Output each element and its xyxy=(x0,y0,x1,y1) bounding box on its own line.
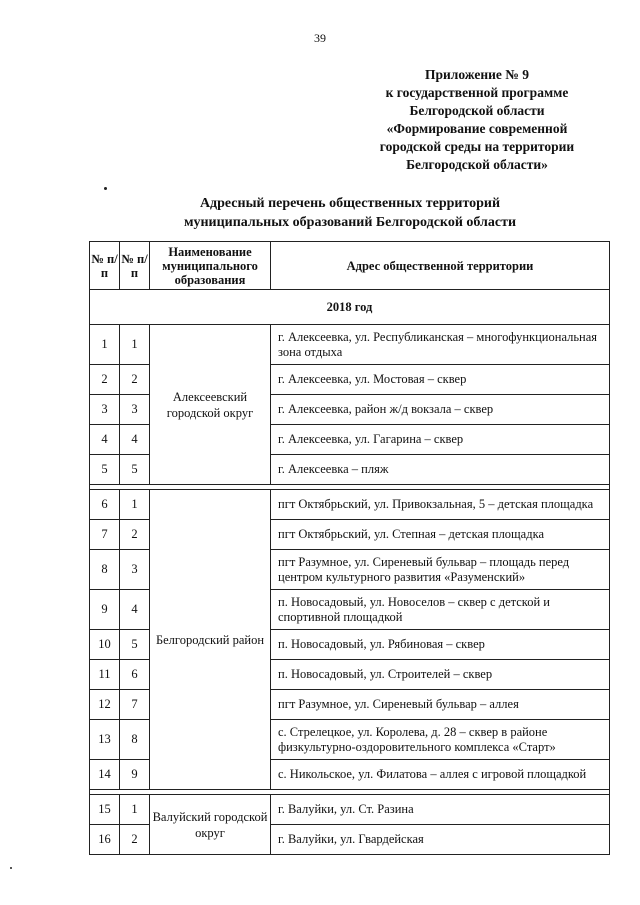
row-number: 11 xyxy=(90,660,120,690)
row-number: 8 xyxy=(90,550,120,590)
row-number-in-group: 2 xyxy=(120,365,150,395)
row-number-in-group: 1 xyxy=(120,325,150,365)
table-row xyxy=(90,325,610,365)
address-cell: г. Алексеевка, ул. Мостовая – сквер xyxy=(271,365,610,395)
address-cell: п. Новосадовый, ул. Строителей – сквер xyxy=(271,660,610,690)
row-number-in-group: 3 xyxy=(120,550,150,590)
address-cell: пгт Разумное, ул. Сиреневый бульвар – аллея xyxy=(271,690,610,720)
address-cell: г. Валуйки, ул. Гвардейская xyxy=(271,825,610,855)
appendix-line: «Формирование современной xyxy=(386,121,568,136)
row-number-in-group: 6 xyxy=(120,660,150,690)
address-cell: пгт Разумное, ул. Сиреневый бульвар – площадь перед центром культурного развития «Разуменский» xyxy=(271,550,610,590)
row-number: 15 xyxy=(90,795,120,825)
header-num1: № п/п xyxy=(90,242,120,290)
row-number: 10 xyxy=(90,630,120,660)
address-table xyxy=(89,241,610,855)
row-number: 9 xyxy=(90,590,120,630)
table-row xyxy=(90,795,610,825)
document-title xyxy=(0,194,640,232)
address-cell: с. Стрелецкое, ул. Королева, д. 28 – сквер в районе физкультурно-оздоровительного комплекса «Старт» xyxy=(271,720,610,760)
page-number: 39 xyxy=(314,31,326,45)
row-number-in-group: 3 xyxy=(120,395,150,425)
municipality-name: Алексеевский городской округ xyxy=(150,325,271,485)
row-number-in-group: 4 xyxy=(120,590,150,630)
address-cell: п. Новосадовый, ул. Рябиновая – сквер xyxy=(271,630,610,660)
address-cell: п. Новосадовый, ул. Новоселов – сквер с детской и спортивной площадкой xyxy=(271,590,610,630)
address-cell: г. Алексеевка, ул. Гагарина – сквер xyxy=(271,425,610,455)
year-row xyxy=(90,290,610,325)
address-cell: г. Валуйки, ул. Ст. Разина xyxy=(271,795,610,825)
row-number-in-group: 1 xyxy=(120,490,150,520)
appendix-line: городской среды на территории xyxy=(379,139,575,154)
year-label: 2018 год xyxy=(90,290,610,325)
row-number: 13 xyxy=(90,720,120,760)
address-cell: г. Алексеевка, ул. Республиканская – многофункциональная зона отдыха xyxy=(271,325,610,365)
table-body xyxy=(90,290,610,855)
row-number-in-group: 9 xyxy=(120,760,150,790)
scan-speck xyxy=(10,867,12,869)
title-line: Адресный перечень общественных территорий xyxy=(199,196,501,211)
row-number-in-group: 7 xyxy=(120,690,150,720)
row-number-in-group: 1 xyxy=(120,795,150,825)
row-number: 12 xyxy=(90,690,120,720)
address-cell: с. Никольское, ул. Филатова – аллея с игровой площадкой xyxy=(271,760,610,790)
appendix-line: Белгородской области» xyxy=(406,157,548,172)
appendix-line: Белгородской области xyxy=(409,103,545,118)
header-num2: № п/п xyxy=(120,242,150,290)
row-number: 2 xyxy=(90,365,120,395)
table-header-row xyxy=(90,242,610,290)
row-number-in-group: 4 xyxy=(120,425,150,455)
table-row xyxy=(90,490,610,520)
row-number: 5 xyxy=(90,455,120,485)
appendix-heading xyxy=(362,66,592,174)
address-cell: г. Алексеевка, район ж/д вокзала – сквер xyxy=(271,395,610,425)
row-number: 7 xyxy=(90,520,120,550)
title-line: муниципальных образований Белгородской области xyxy=(183,215,517,230)
municipality-name: Белгородский район xyxy=(150,490,271,790)
municipality-name: Валуйский городской округ xyxy=(150,795,271,855)
row-number: 16 xyxy=(90,825,120,855)
row-number: 1 xyxy=(90,325,120,365)
address-cell: г. Алексеевка – пляж xyxy=(271,455,610,485)
row-number-in-group: 2 xyxy=(120,520,150,550)
header-address: Адрес общественной территории xyxy=(271,242,610,290)
row-number: 6 xyxy=(90,490,120,520)
row-number: 14 xyxy=(90,760,120,790)
row-number-in-group: 5 xyxy=(120,630,150,660)
header-municipality: Наименование муниципального образования xyxy=(150,242,271,290)
scan-speck xyxy=(104,187,107,190)
row-number: 3 xyxy=(90,395,120,425)
row-number-in-group: 5 xyxy=(120,455,150,485)
appendix-line: Приложение № 9 xyxy=(425,67,529,82)
appendix-line: к государственной программе xyxy=(385,85,569,100)
row-number: 4 xyxy=(90,425,120,455)
address-cell: пгт Октябрьский, ул. Привокзальная, 5 – детская площадка xyxy=(271,490,610,520)
address-cell: пгт Октябрьский, ул. Степная – детская площадка xyxy=(271,520,610,550)
row-number-in-group: 8 xyxy=(120,720,150,760)
row-number-in-group: 2 xyxy=(120,825,150,855)
